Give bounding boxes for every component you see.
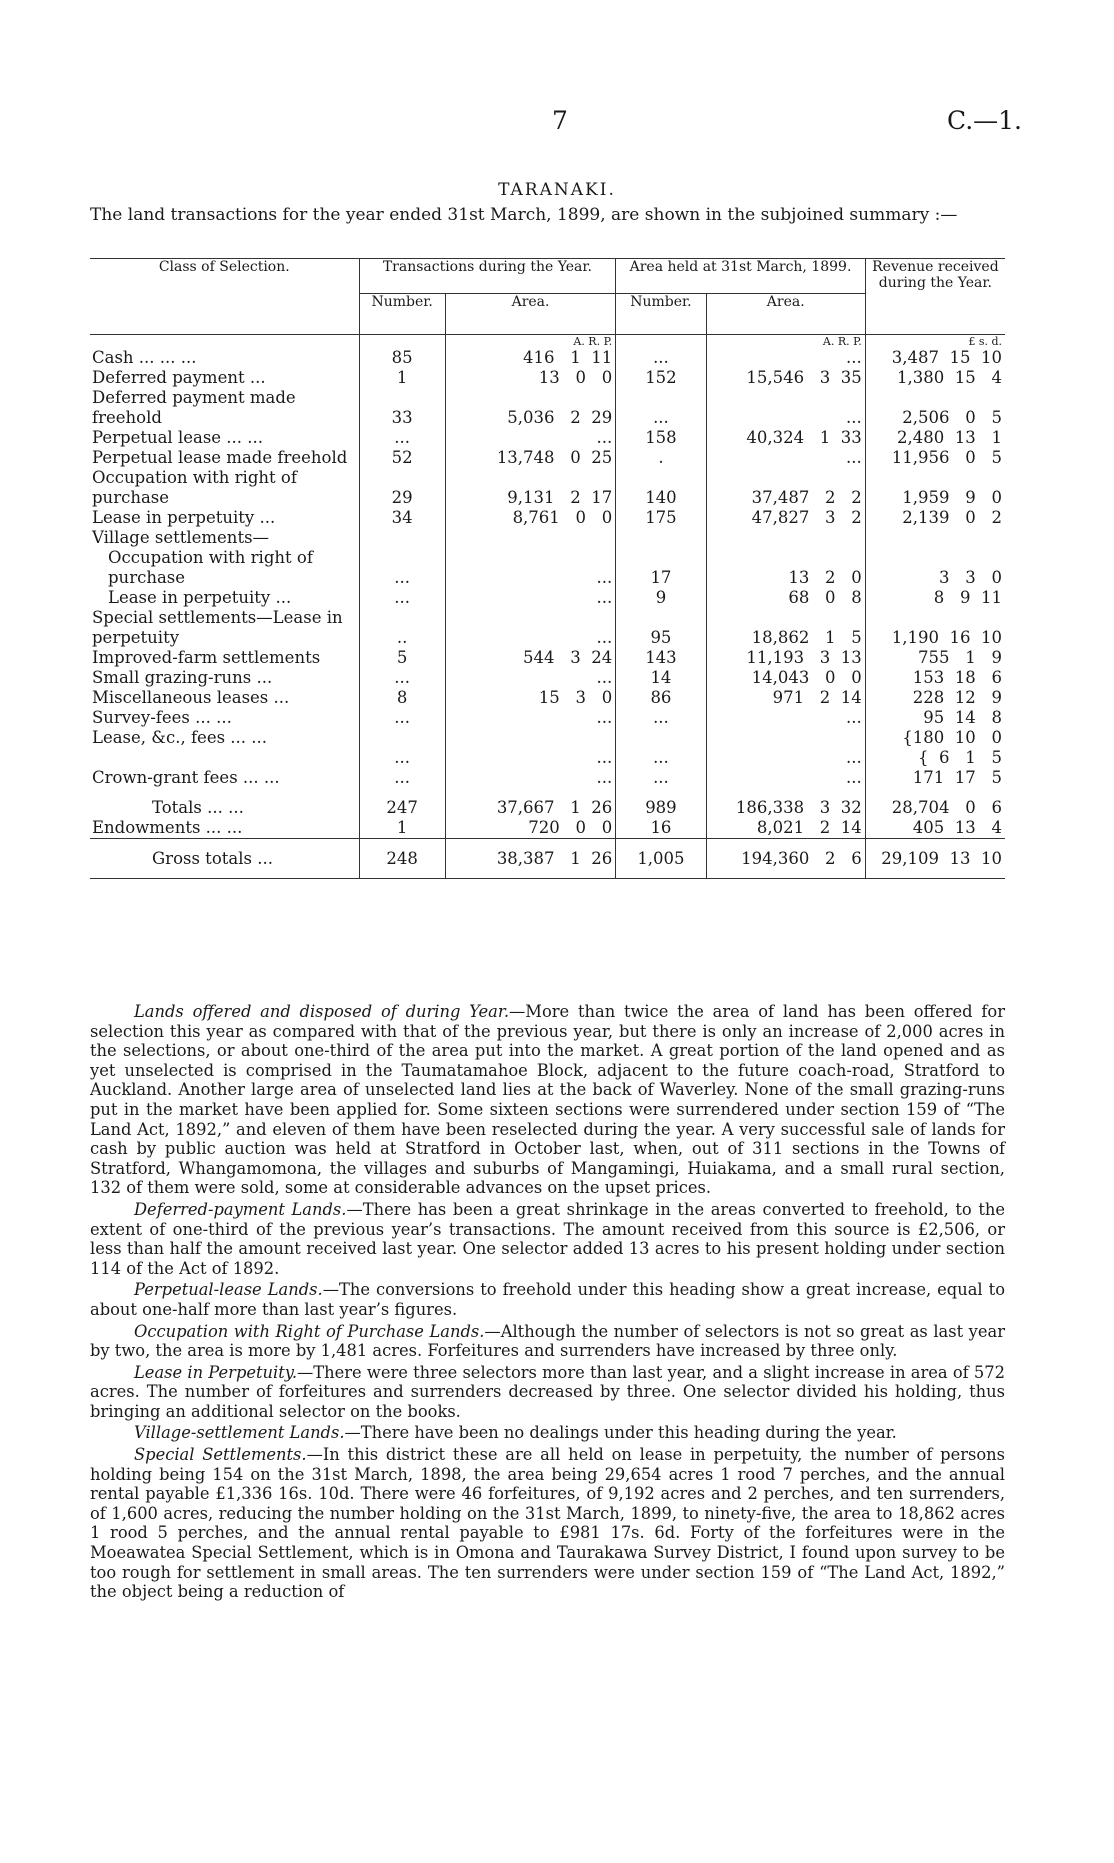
header-area-2: Area.: [706, 294, 865, 335]
table-row-gross-totals: [90, 839, 1005, 879]
row-class: Lease in perpetuity ...: [92, 508, 276, 527]
paragraph: [90, 1423, 1005, 1443]
table-row: [90, 768, 1005, 788]
table-row-endowments: [90, 818, 1005, 839]
row-revenue: {180 10 0 { 6 1 5: [865, 728, 1005, 768]
row-area-1: 8,761 0 0: [445, 508, 615, 528]
row-number-2: ...: [616, 348, 706, 368]
row-area-2: 40,324 1 33: [706, 428, 865, 448]
row-area-1: ...: [445, 768, 615, 788]
row-revenue: 29,109 13 10: [865, 839, 1005, 879]
row-class: Perpetual lease made freehold: [92, 448, 348, 467]
row-area-2: ...: [706, 448, 865, 468]
row-number-1: 5: [359, 648, 445, 668]
units-area-1: A. R. P.: [445, 335, 615, 349]
row-number-2: 16: [616, 818, 706, 839]
header-number-2: Number.: [616, 294, 706, 335]
header-transactions: Transactions during the Year.: [359, 259, 616, 294]
paragraph: [90, 1445, 1005, 1602]
table-row: [90, 548, 1005, 588]
row-area-1: 37,667 1 26: [445, 798, 615, 818]
row-area-1: 13,748 0 25: [445, 448, 615, 468]
row-number-1: ...: [359, 548, 445, 588]
row-number-2: 152: [616, 368, 706, 388]
row-area-1: 720 0 0: [445, 818, 615, 839]
row-area-2: 47,827 3 2: [706, 508, 865, 528]
row-area-2: 13 2 0: [706, 548, 865, 588]
paragraph-text: —The conversions to freehold under this heading show a great increase, equal to about one-half more than last year’s figures.: [90, 1280, 1005, 1319]
row-number-1: ...: [359, 668, 445, 688]
table-row: [90, 528, 1005, 548]
row-area-2: 186,338 3 32: [706, 798, 865, 818]
row-number-2: 9: [616, 588, 706, 608]
table-row: [90, 648, 1005, 668]
row-revenue: 1,190 16 10: [865, 608, 1005, 648]
row-number-2: ...: [616, 728, 706, 768]
row-area-1: ...: [445, 708, 615, 728]
row-class: Perpetual lease ... ...: [92, 428, 264, 447]
header-revenue: Revenue received during the Year.: [865, 259, 1005, 335]
table-row: [90, 468, 1005, 508]
paragraph: [90, 1322, 1005, 1361]
row-number-2: ...: [616, 768, 706, 788]
row-number-1: 247: [359, 798, 445, 818]
row-revenue: 28,704 0 6: [865, 798, 1005, 818]
units-row: [90, 335, 1005, 349]
row-area-2: ...: [706, 348, 865, 368]
row-revenue: 2,506 0 5: [865, 388, 1005, 428]
paragraph-heading: Village-settlement Lands.: [134, 1423, 345, 1443]
row-class: Totals ... ...: [152, 798, 244, 817]
document-reference: C.—1.: [946, 106, 1022, 135]
row-area-1: 5,036 2 29: [445, 388, 615, 428]
row-area-1: ...: [445, 428, 615, 448]
row-number-2: 1,005: [616, 839, 706, 879]
row-revenue: 2,480 13 1: [865, 428, 1005, 448]
row-revenue: 2,139 0 2: [865, 508, 1005, 528]
table-row: [90, 388, 1005, 428]
paragraph-heading: Lands offered and disposed of during Year.: [134, 1002, 509, 1021]
row-revenue: 405 13 4: [865, 818, 1005, 839]
row-area-2: 14,043 0 0: [706, 668, 865, 688]
land-transactions-table: [90, 258, 1005, 879]
units-money: £ s. d.: [865, 335, 1005, 349]
row-revenue: 95 14 8: [865, 708, 1005, 728]
row-area-1: 9,131 2 17: [445, 468, 615, 508]
table-row: [90, 708, 1005, 728]
row-number-1: 29: [359, 468, 445, 508]
row-number-2: 158: [616, 428, 706, 448]
row-revenue: 755 1 9: [865, 648, 1005, 668]
row-area-2: ...: [706, 388, 865, 428]
paragraph-heading: Deferred-payment Lands.: [134, 1199, 347, 1219]
table-row: [90, 428, 1005, 448]
row-area-1: 544 3 24: [445, 648, 615, 668]
row-number-2: .: [616, 448, 706, 468]
row-class: Special settlements—Lease in perpetuity: [92, 608, 343, 647]
row-area-1: 15 3 0: [445, 688, 615, 708]
row-number-2: [616, 528, 706, 548]
row-class: Lease in perpetuity ...: [108, 588, 292, 607]
row-number-1: 34: [359, 508, 445, 528]
row-revenue: 11,956 0 5: [865, 448, 1005, 468]
row-area-2: 15,546 3 35: [706, 368, 865, 388]
header-number-1: Number.: [359, 294, 445, 335]
row-number-2: 989: [616, 798, 706, 818]
row-revenue: 153 18 6: [865, 668, 1005, 688]
table-row-totals: [90, 798, 1005, 818]
paragraph-heading: Lease in Perpetuity.: [134, 1362, 297, 1382]
paragraph-text: —There were three selectors more than last year, and a slight increase in area of 572 acres. The number of forfeitures and surrenders decreased by three. One selector divided his holding, thus bringing an additional selector on the books.: [90, 1362, 1005, 1421]
row-area-1: ...: [445, 588, 615, 608]
row-area-2: 8,021 2 14: [706, 818, 865, 839]
table-row: [90, 728, 1005, 768]
paragraph: [90, 1002, 1005, 1198]
row-area-2: 37,487 2 2: [706, 468, 865, 508]
header-class: Class of Selection.: [90, 259, 359, 335]
row-number-1: 52: [359, 448, 445, 468]
paragraph-text: —There has been a great shrinkage in the areas converted to freehold, to the extent of one-third of the previous year’s transactions. The amount received from this source is £2,506, or less than half the amount received last year. One selector added 13 acres to his present holding under section 114 of the Act of 1892.: [90, 1199, 1005, 1278]
row-number-2: 14: [616, 668, 706, 688]
paragraph-heading: Perpetual-lease Lands.: [134, 1280, 323, 1300]
row-revenue: 8 9 11: [865, 588, 1005, 608]
row-area-2: ...: [706, 768, 865, 788]
row-revenue: 228 12 9: [865, 688, 1005, 708]
paragraph-heading: Special Settlements.: [134, 1445, 307, 1465]
row-number-1: 1: [359, 818, 445, 839]
row-number-2: ...: [616, 708, 706, 728]
table-row: [90, 348, 1005, 368]
row-area-2: 971 2 14: [706, 688, 865, 708]
row-number-1: 33: [359, 388, 445, 428]
table-row: [90, 688, 1005, 708]
header-area-1: Area.: [445, 294, 615, 335]
row-number-1: ...: [359, 588, 445, 608]
row-number-1: 248: [359, 839, 445, 879]
row-revenue: 3,487 15 10: [865, 348, 1005, 368]
row-number-2: 143: [616, 648, 706, 668]
row-area-2: 194,360 2 6: [706, 839, 865, 879]
row-number-1: 8: [359, 688, 445, 708]
row-number-1: 1: [359, 368, 445, 388]
row-number-1: ...: [359, 428, 445, 448]
row-class: Crown-grant fees ... ...: [92, 768, 280, 787]
table-row: [90, 448, 1005, 468]
row-area-2: 18,862 1 5: [706, 608, 865, 648]
row-number-1: [359, 528, 445, 548]
row-class: Deferred payment ...: [92, 368, 266, 387]
row-area-1: ...: [445, 548, 615, 588]
row-class: Survey-fees ... ...: [92, 708, 232, 727]
table-row: [90, 668, 1005, 688]
row-area-1: ...: [445, 728, 615, 768]
units-area-2: A. R. P.: [706, 335, 865, 349]
row-area-1: 38,387 1 26: [445, 839, 615, 879]
row-revenue: 3 3 0: [865, 548, 1005, 588]
row-class: Miscellaneous leases ...: [92, 688, 290, 707]
row-area-1: 13 0 0: [445, 368, 615, 388]
row-class: Lease, &c., fees ... ...: [92, 728, 268, 747]
header-held: Area held at 31st March, 1899.: [616, 259, 866, 294]
row-number-2: 17: [616, 548, 706, 588]
row-number-1: ...: [359, 708, 445, 728]
table-row: [90, 588, 1005, 608]
row-class: Occupation with right of purchase: [92, 468, 297, 507]
row-number-2: ...: [616, 388, 706, 428]
row-number-1: ..: [359, 608, 445, 648]
table-row: [90, 508, 1005, 528]
body-text: [90, 1002, 1005, 1604]
row-number-1: 85: [359, 348, 445, 368]
row-number-2: 175: [616, 508, 706, 528]
table-row: [90, 368, 1005, 388]
row-area-2: 11,193 3 13: [706, 648, 865, 668]
row-revenue: 1,959 9 0: [865, 468, 1005, 508]
row-class: Gross totals ...: [90, 839, 359, 879]
paragraph-text: —More than twice the area of land has been offered for selection this year as compared with that of the previous year, but there is only an increase of 2,000 acres in the selections, or about one-third of the area put into the market. A great portion of the land opened and as yet unselected is comprised in the Taumatamahoe Block, adjacent to the future coach-road, Stratford to Auckland. Another large area of unselected land lies at the back of Waverley. None of the small grazing-runs put in the market have been applied for. Some sixteen sections were surrendered under section 159 of “The Land Act, 1892,” and eleven of them have been reselected during the year. A very successful sale of lands for cash by public auction was held at Stratford in October last, when, out of 311 sections in the Towns of Stratford, Whangamomona, the villages and suburbs of Mangamingi, Huiakama, and a small rural section, 132 of them were sold, some at considerable advances on the upset prices.: [90, 1002, 1005, 1198]
row-area-2: 68 0 8: [706, 588, 865, 608]
paragraph-text: —Although the number of selectors is not so great as last year by two, the area is more by 1,481 acres. Forfeitures and surrenders have increased by three only.: [90, 1321, 1006, 1361]
row-class: Improved-farm settlements: [92, 648, 321, 667]
paragraph: [90, 1363, 1005, 1422]
row-area-1: ...: [445, 608, 615, 648]
row-number-2: 95: [616, 608, 706, 648]
row-revenue: 1,380 15 4: [865, 368, 1005, 388]
page-number: 7: [552, 106, 568, 135]
row-class: Village settlements—: [92, 528, 270, 547]
row-area-1: 416 1 11: [445, 348, 615, 368]
paragraph-text: —In this district these are all held on lease in perpetuity, the number of persons holding being 154 on the 31st March, 1898, the area being 29,654 acres 1 rood 7 perches, and the annual rental payable £1,336 16s. 10d. There were 46 forfeitures, of 9,192 acres and 2 perches, and ten surrenders, of 1,600 acres, reducing the number holding on the 31st March, 1899, to ninety-five, the area to 18,862 acres 1 rood 5 perches, and the annual rental payable to £981 17s. 6d. Forty of the forfeitures were in the Moeawatea Special Settlement, which is in Omona and Taurakawa Survey District, I found upon survey to be too rough for settlement in small areas. The ten surrenders were under section 159 of “The Land Act, 1892,” the object being a reduction of: [90, 1445, 1005, 1602]
paragraph: [90, 1280, 1005, 1319]
paragraph: [90, 1200, 1005, 1278]
row-area-2: [706, 528, 865, 548]
row-number-2: 140: [616, 468, 706, 508]
table-row: [90, 608, 1005, 648]
section-title: TARANAKI.: [498, 180, 616, 200]
paragraph-text: —There have been no dealings under this heading during the year.: [344, 1423, 897, 1443]
row-class: Cash ... ... ...: [92, 348, 197, 367]
row-class: Occupation with right of purchase: [108, 548, 313, 587]
row-class: Small grazing-runs ...: [92, 668, 273, 687]
row-number-2: 86: [616, 688, 706, 708]
paragraph-heading: Occupation with Right of Purchase Lands.: [134, 1321, 485, 1341]
intro-text: The land transactions for the year ended 31st March, 1899, are shown in the subjoined summary :—: [90, 205, 958, 225]
row-number-1: ...: [359, 728, 445, 768]
row-class: Deferred payment made freehold: [92, 388, 296, 427]
row-area-1: ...: [445, 668, 615, 688]
row-area-2: ...: [706, 728, 865, 768]
row-revenue: 171 17 5: [865, 768, 1005, 788]
row-area-1: [445, 528, 615, 548]
row-area-2: ...: [706, 708, 865, 728]
row-revenue: [865, 528, 1005, 548]
row-class: Endowments ... ...: [90, 818, 359, 839]
row-number-1: ...: [359, 768, 445, 788]
